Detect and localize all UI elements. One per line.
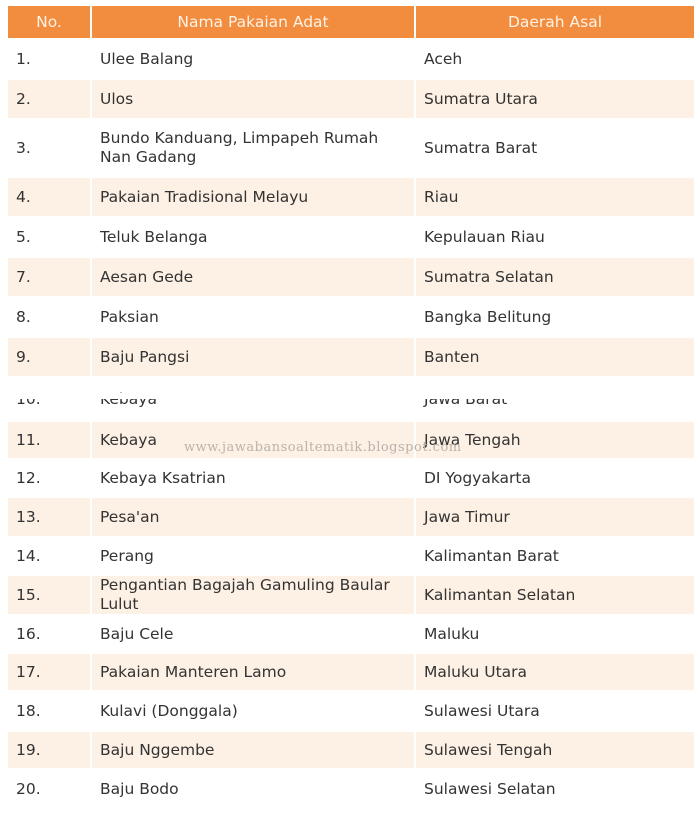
row-no: 20.	[7, 769, 91, 809]
row-region: DI Yogyakarta	[415, 459, 695, 497]
row-no: 16.	[7, 615, 91, 653]
row-clothing-name: Ulos	[91, 79, 415, 119]
row-region: Kalimantan Selatan	[415, 575, 695, 615]
row-region: Maluku Utara	[415, 653, 695, 691]
header-no: No.	[7, 5, 91, 39]
table-row	[7, 39, 695, 79]
row-clothing-name: Kebaya	[91, 421, 415, 459]
header-name: Nama Pakaian Adat	[91, 5, 415, 39]
row-region: Kalimantan Barat	[415, 537, 695, 575]
row-clothing-name: Pakaian Tradisional Melayu	[91, 177, 415, 217]
row-no: 11.	[7, 421, 91, 459]
row-clothing-name	[91, 377, 415, 421]
table-row	[7, 119, 695, 177]
row-clothing-name: Pengantian Bagajah Gamuling Baular Lulut	[91, 575, 415, 615]
row-no: 1.	[7, 39, 91, 79]
row-no: 5.	[7, 217, 91, 257]
row-no	[7, 377, 91, 421]
table-row	[7, 297, 695, 337]
row-no: 4.	[7, 177, 91, 217]
row-clothing-name: Baju Cele	[91, 615, 415, 653]
row-clothing-name: Bundo Kanduang, Limpapeh Rumah Nan Gadang	[91, 119, 415, 177]
row-region: Jawa Timur	[415, 497, 695, 537]
table-row	[7, 691, 695, 731]
row-region: Jawa Tengah	[415, 421, 695, 459]
row-region: Sumatra Utara	[415, 79, 695, 119]
row-clothing-name: Baju Bodo	[91, 769, 415, 809]
header-region: Daerah Asal	[415, 5, 695, 39]
traditional-clothing-table	[6, 4, 696, 810]
row-region: Aceh	[415, 39, 695, 79]
row-clothing-name: Aesan Gede	[91, 257, 415, 297]
row-no: 14.	[7, 537, 91, 575]
row-clothing-name: Pesa'an	[91, 497, 415, 537]
table-row	[7, 497, 695, 537]
table-row	[7, 575, 695, 615]
row-region: Sulawesi Selatan	[415, 769, 695, 809]
table-row	[7, 257, 695, 297]
table-row	[7, 459, 695, 497]
row-clothing-name: Teluk Belanga	[91, 217, 415, 257]
row-no: 19.	[7, 731, 91, 769]
table-row	[7, 537, 695, 575]
row-no: 2.	[7, 79, 91, 119]
row-clothing-name: Pakaian Manteren Lamo	[91, 653, 415, 691]
table-row	[7, 79, 695, 119]
row-region: Banten	[415, 337, 695, 377]
row-clothing-name: Perang	[91, 537, 415, 575]
row-no: 15.	[7, 575, 91, 615]
row-no: 13.	[7, 497, 91, 537]
watermark: www.jawabansoaltematik.blogspot.com	[184, 440, 462, 455]
row-no: 8.	[7, 297, 91, 337]
row-region: Sulawesi Utara	[415, 691, 695, 731]
row-clothing-name: Kebaya Ksatrian	[91, 459, 415, 497]
row-region	[415, 377, 695, 421]
row-no: 12.	[7, 459, 91, 497]
row-no: 9.	[7, 337, 91, 377]
row-region: Sumatra Selatan	[415, 257, 695, 297]
table-row	[7, 377, 695, 421]
row-no: 7.	[7, 257, 91, 297]
row-region: Sumatra Barat	[415, 119, 695, 177]
row-region: Kepulauan Riau	[415, 217, 695, 257]
table-header-row	[7, 5, 695, 39]
row-clothing-name: Paksian	[91, 297, 415, 337]
row-region: Maluku	[415, 615, 695, 653]
row-region: Riau	[415, 177, 695, 217]
table-row	[7, 615, 695, 653]
row-clothing-name: Ulee Balang	[91, 39, 415, 79]
row-no: 17.	[7, 653, 91, 691]
table-row	[7, 769, 695, 809]
row-gap-divider	[6, 393, 694, 399]
row-region: Sulawesi Tengah	[415, 731, 695, 769]
row-clothing-name: Kulavi (Donggala)	[91, 691, 415, 731]
table-row	[7, 217, 695, 257]
row-region: Bangka Belitung	[415, 297, 695, 337]
row-no: 3.	[7, 119, 91, 177]
table-row	[7, 653, 695, 691]
table-row	[7, 177, 695, 217]
row-clothing-name: Baju Nggembe	[91, 731, 415, 769]
row-no: 18.	[7, 691, 91, 731]
table-row	[7, 337, 695, 377]
row-clothing-name: Baju Pangsi	[91, 337, 415, 377]
table-row	[7, 731, 695, 769]
